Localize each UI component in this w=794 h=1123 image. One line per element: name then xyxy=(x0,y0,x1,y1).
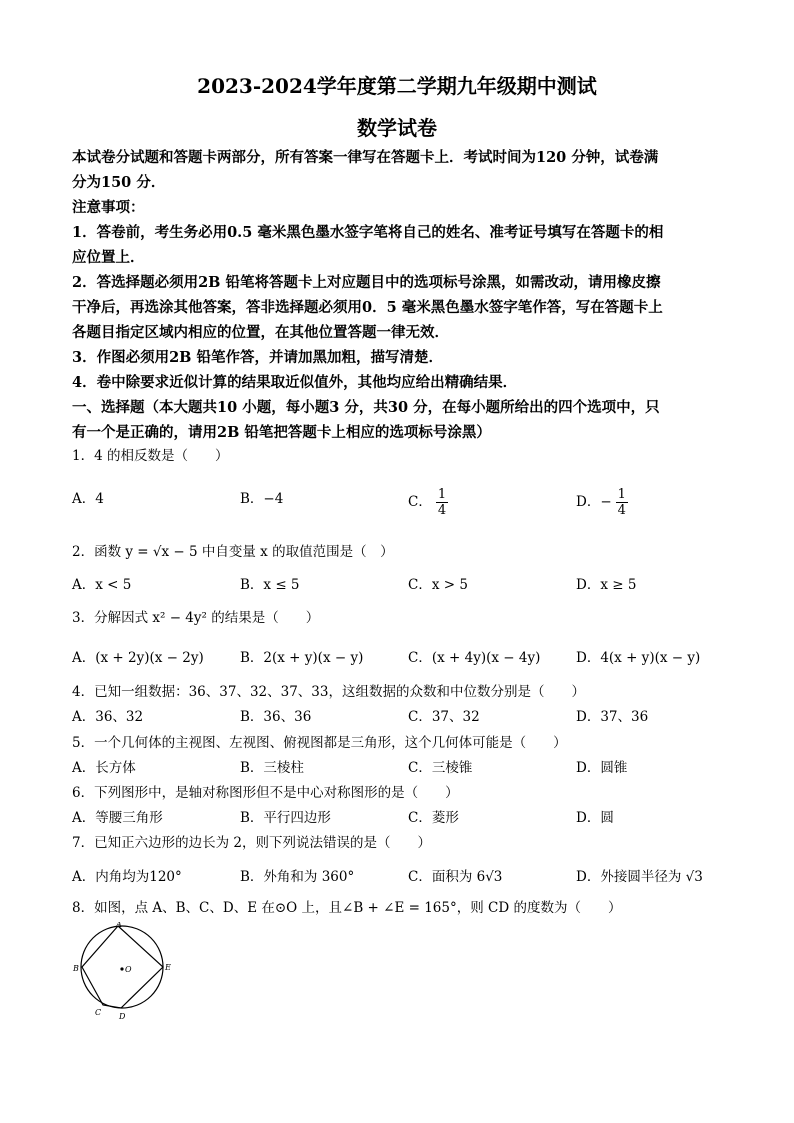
section-1-heading-a: 一、选择题（本大题共10 小题，每小题3 分，共30 分，在每小题所给出的四个选项中，只 xyxy=(72,399,660,416)
q1-d-numerator: 1 xyxy=(617,487,626,502)
question-2-stem: 2．函数 y = √x − 5 中自变量 x 的取值范围是（ ） xyxy=(72,544,394,560)
question-7-options xyxy=(72,865,732,889)
q3-option-b: B．2(x + y)(x − y) xyxy=(240,650,364,666)
q6-option-b: B．平行四边形 xyxy=(240,810,331,826)
q1-d-denominator: 4 xyxy=(617,503,626,518)
question-8-stem: 8．如图，点 A、B、C、D、E 在⊙O 上，且∠B + ∠E = 165°，则 CD 的度数为（ ） xyxy=(72,900,622,916)
intro-line-2: 分为150 分． xyxy=(72,174,166,191)
q2-option-d: D．x ≥ 5 xyxy=(576,577,637,593)
q1-option-b: B．−4 xyxy=(240,491,284,507)
q1-option-d-label: D．− xyxy=(576,494,612,510)
q1-c-numerator: 1 xyxy=(437,487,447,502)
q5-option-d: D．圆锥 xyxy=(576,760,628,776)
question-6-stem: 6．下列图形中，是轴对称图形但不是中心对称图形的是（ ） xyxy=(72,785,459,801)
question-5-options xyxy=(72,756,732,780)
q6-option-a: A．等腰三角形 xyxy=(72,810,163,826)
q1-option-c-label: C． xyxy=(408,494,432,510)
q4-option-b: B．36、36 xyxy=(240,709,312,725)
question-3-options xyxy=(72,646,732,670)
q3-option-d: D．4(x + y)(x − y) xyxy=(576,650,701,666)
circle-figure xyxy=(70,922,180,1022)
q3-option-c: C．(x + 4y)(x − 4y) xyxy=(408,650,541,666)
circle-o xyxy=(81,926,163,1008)
q1-option-d xyxy=(576,487,628,518)
q7-option-d: D．外接圆半径为 √3 xyxy=(576,869,703,885)
q5-option-c: C．三棱锥 xyxy=(408,760,473,776)
question-1-stem: 1．4 的相反数是（ ） xyxy=(72,448,229,464)
label-o: O xyxy=(125,965,132,974)
q2-option-b: B．x ≤ 5 xyxy=(240,577,300,593)
question-2-options xyxy=(72,573,732,597)
question-7-stem: 7．已知正六边形的边长为 2，则下列说法错误的是（ ） xyxy=(72,835,431,851)
q1-option-a: A．4 xyxy=(72,491,104,507)
q6-option-d: D．圆 xyxy=(576,810,614,826)
q6-option-c: C．菱形 xyxy=(408,810,459,826)
question-6-options xyxy=(72,806,732,830)
notice-2a: 2．答选择题必须用2B 铅笔将答题卡上对应题目中的选项标号涂黑，如需改动，请用橡皮擦 xyxy=(72,274,661,291)
q2-option-c: C．x > 5 xyxy=(408,577,468,593)
q1-option-c-fraction xyxy=(436,487,448,518)
q4-option-c: C．37、32 xyxy=(408,709,480,725)
label-c: C xyxy=(95,1008,102,1017)
center-point xyxy=(120,967,123,970)
q1-c-denominator: 4 xyxy=(437,503,447,518)
q3-option-a: A．(x + 2y)(x − 2y) xyxy=(72,650,204,666)
notice-4: 4．卷中除要求近似计算的结果取近似值外，其他均应给出精确结果． xyxy=(72,374,518,391)
q1-option-c xyxy=(408,487,448,518)
label-e: E xyxy=(165,963,171,972)
notice-1a: 1．答卷前，考生务必用0.5 毫米黑色墨水签字笔将自己的姓名、准考证号填写在答题卡的相 xyxy=(72,224,664,241)
question-4-stem: 4．已知一组数据：36、37、32、37、33，这组数据的众数和中位数分别是（ ） xyxy=(72,684,585,700)
label-a: A xyxy=(116,922,122,929)
q4-option-d: D．37、36 xyxy=(576,709,649,725)
section-1-heading-b: 有一个是正确的，请用2B 铅笔把答题卡上相应的选项标号涂黑） xyxy=(72,424,491,441)
question-3-stem: 3．分解因式 x² − 4y² 的结果是（ ） xyxy=(72,610,320,626)
q7-option-b: B．外角和为 360° xyxy=(240,869,355,885)
q2-option-a: A．x < 5 xyxy=(72,577,132,593)
question-5-stem: 5．一个几何体的主视图、左视图、俯视图都是三角形，这个几何体可能是（ ） xyxy=(72,735,567,751)
q4-option-a: A．36、32 xyxy=(72,709,144,725)
q7-option-c: C．面积为 6√3 xyxy=(408,869,503,885)
page-title: 2023-2024学年度第二学期九年级期中测试 xyxy=(197,74,597,98)
label-b: B xyxy=(73,964,79,973)
notice-title: 注意事项： xyxy=(72,199,145,216)
notice-3: 3．作图必须用2B 铅笔作答，并请加黑加粗，描写清楚． xyxy=(72,349,443,366)
notice-2b: 干净后，再选涂其他答案，答非选择题必须用0．5 毫米黑色墨水签字笔作答，写在答题卡上 xyxy=(72,299,663,316)
q7-option-a: A．内角均为120° xyxy=(72,869,182,885)
q5-option-a: A．长方体 xyxy=(72,760,136,776)
question-4-options xyxy=(72,705,732,729)
page-subtitle: 数学试卷 xyxy=(357,116,437,140)
notice-2c: 各题目指定区域内相应的位置，在其他位置答题一律无效． xyxy=(72,324,449,341)
question-1-options xyxy=(72,487,732,518)
q1-option-d-fraction xyxy=(616,487,628,518)
q5-option-b: B．三棱柱 xyxy=(240,760,304,776)
intro-line-1: 本试卷分试题和答题卡两部分，所有答案一律写在答题卡上．考试时间为120 分钟，试卷满 xyxy=(72,149,659,166)
label-d: D xyxy=(119,1012,126,1021)
notice-1b: 应位置上． xyxy=(72,249,145,266)
